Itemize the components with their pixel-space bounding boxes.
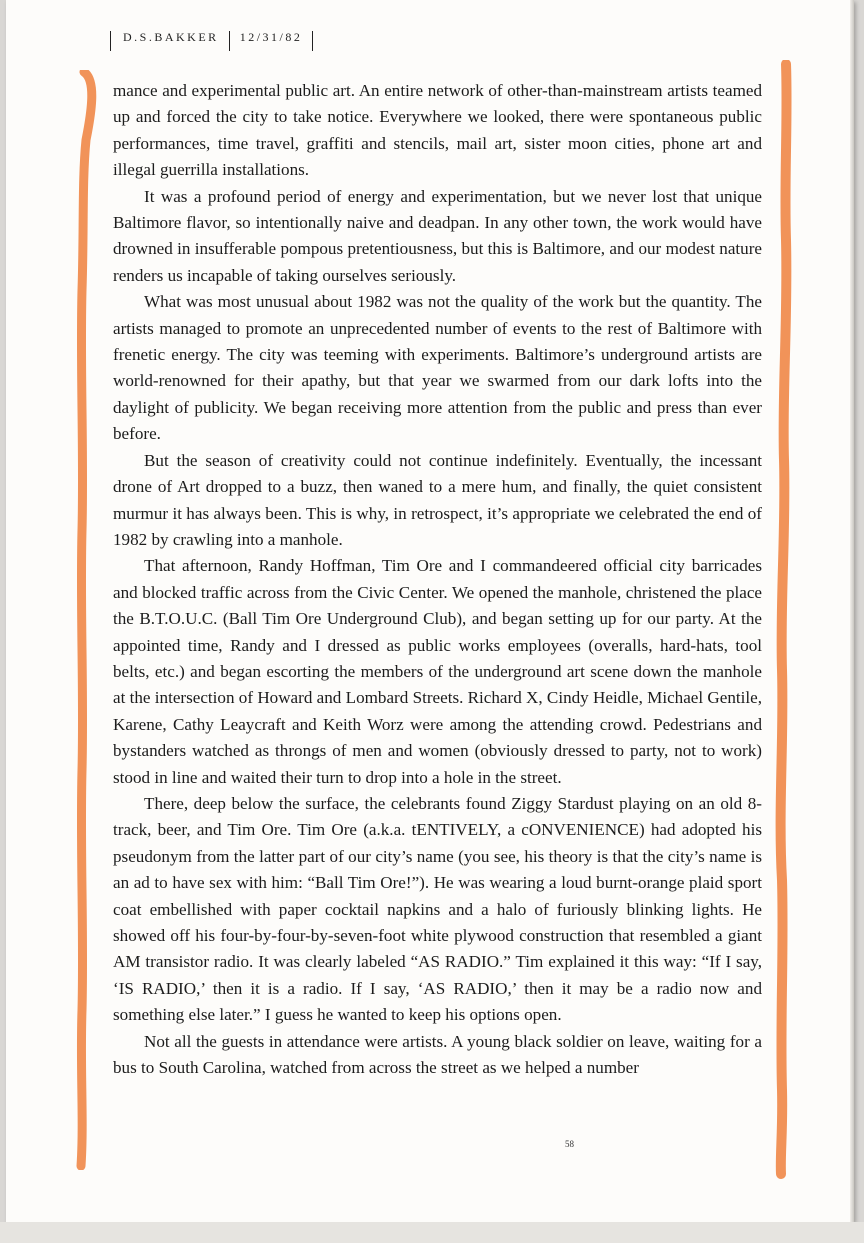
header-rule <box>229 31 230 51</box>
page-mark: 58 <box>565 1139 574 1149</box>
header-rule <box>110 31 111 51</box>
marker-stroke <box>81 72 92 1166</box>
header-date: 12/31/82 <box>239 29 303 44</box>
marker-stroke <box>781 64 787 1174</box>
running-header <box>110 26 313 48</box>
header-author: D.S.BAKKER <box>123 29 219 44</box>
paragraph: There, deep below the surface, the celebrants found Ziggy Stardust playing on an old 8-track, beer, and Tim Ore. Tim Ore (a.k.a. tENTIVELY, a cONVENIENCE) had adopted his pseudonym from the latter part of our city’s name (you see, his theory is that the city’s name is an ad to have sex with him: “Ball Tim Ore!”). He was wearing a loud burnt-orange plaid sport coat embellished with paper cocktail napkins and a halo of furiously blinking lights. He showed off his four-by-four-by-seven-foot white plywood construction that resembled a giant AM transistor radio. It was clearly labeled “AS RADIO.” Tim explained it this way: “If I say, ‘IS RADIO,’ then it is a radio. If I say, ‘AS RADIO,’ then it may be a radio now and something else later.” I guess he wanted to keep his options open. <box>113 793 762 1025</box>
header-rule <box>312 31 313 51</box>
orange-marker-right <box>760 60 800 1180</box>
paragraph: Not all the guests in attendance were artists. A young black soldier on leave, waiting for a bus to South Carolina, watched from across the street as we helped a number <box>113 1031 762 1078</box>
orange-marker-left <box>62 70 102 1170</box>
paragraph: mance and experimental public art. An entire network of other-than-mainstream artists teamed up and forced the city to take notice. Everywhere we looked, there were spontaneous public performances, time travel, graffiti and stencils, mail art, sister moon cities, phone art and illegal guerrilla installations. <box>113 81 762 180</box>
paragraph: That afternoon, Randy Hoffman, Tim Ore and I commandeered official city barricades and blocked traffic across from the Civic Center. We opened the manhole, christened the place the B.T.O.U.C. (Ball Tim Ore Underground Club), and began setting up for our party. At the appointed time, Randy and I dressed as public works employees (overalls, hard-hats, tool belts, etc.) and began escorting the members of the underground art scene down the manhole at the intersection of Howard and Lombard Streets. Richard X, Cindy Heidle, Michael Gentile, Karene, Cathy Leaycraft and Keith Worz were among the attending crowd. Pedestrians and bystanders watched as throngs of men and women (obviously dressed to party, not to work) stood in line and waited their turn to drop into a hole in the street. <box>113 556 762 787</box>
scan-margin <box>0 1222 864 1243</box>
paragraph: But the season of creativity could not continue indefinitely. Eventually, the incessant drone of Art dropped to a buzz, then waned to a mere hum, and finally, the quiet consistent murmur it has always been. This is why, in retrospect, it’s appropriate we celebrated the end of 1982 by crawling into a manhole. <box>113 450 762 549</box>
body-text <box>113 78 762 1081</box>
paragraph: What was most unusual about 1982 was not the quality of the work but the quantity. The artists managed to promote an unprecedented number of events to the rest of Baltimore with frenetic energy. The city was teeming with experiments. Baltimore’s underground artists are world-renowned for their apathy, but that year we swarmed from our dark lofts into the daylight of publicity. We began receiving more attention from the public and press than ever before. <box>113 292 762 444</box>
paragraph: It was a profound period of energy and experimentation, but we never lost that unique Baltimore flavor, so intentionally naive and deadpan. In any other town, the work would have drowned in insufferable pompous pretentiousness, but this is Baltimore, and our modest nature renders us incapable of taking ourselves seriously. <box>113 186 762 285</box>
page-edge <box>850 0 854 1222</box>
